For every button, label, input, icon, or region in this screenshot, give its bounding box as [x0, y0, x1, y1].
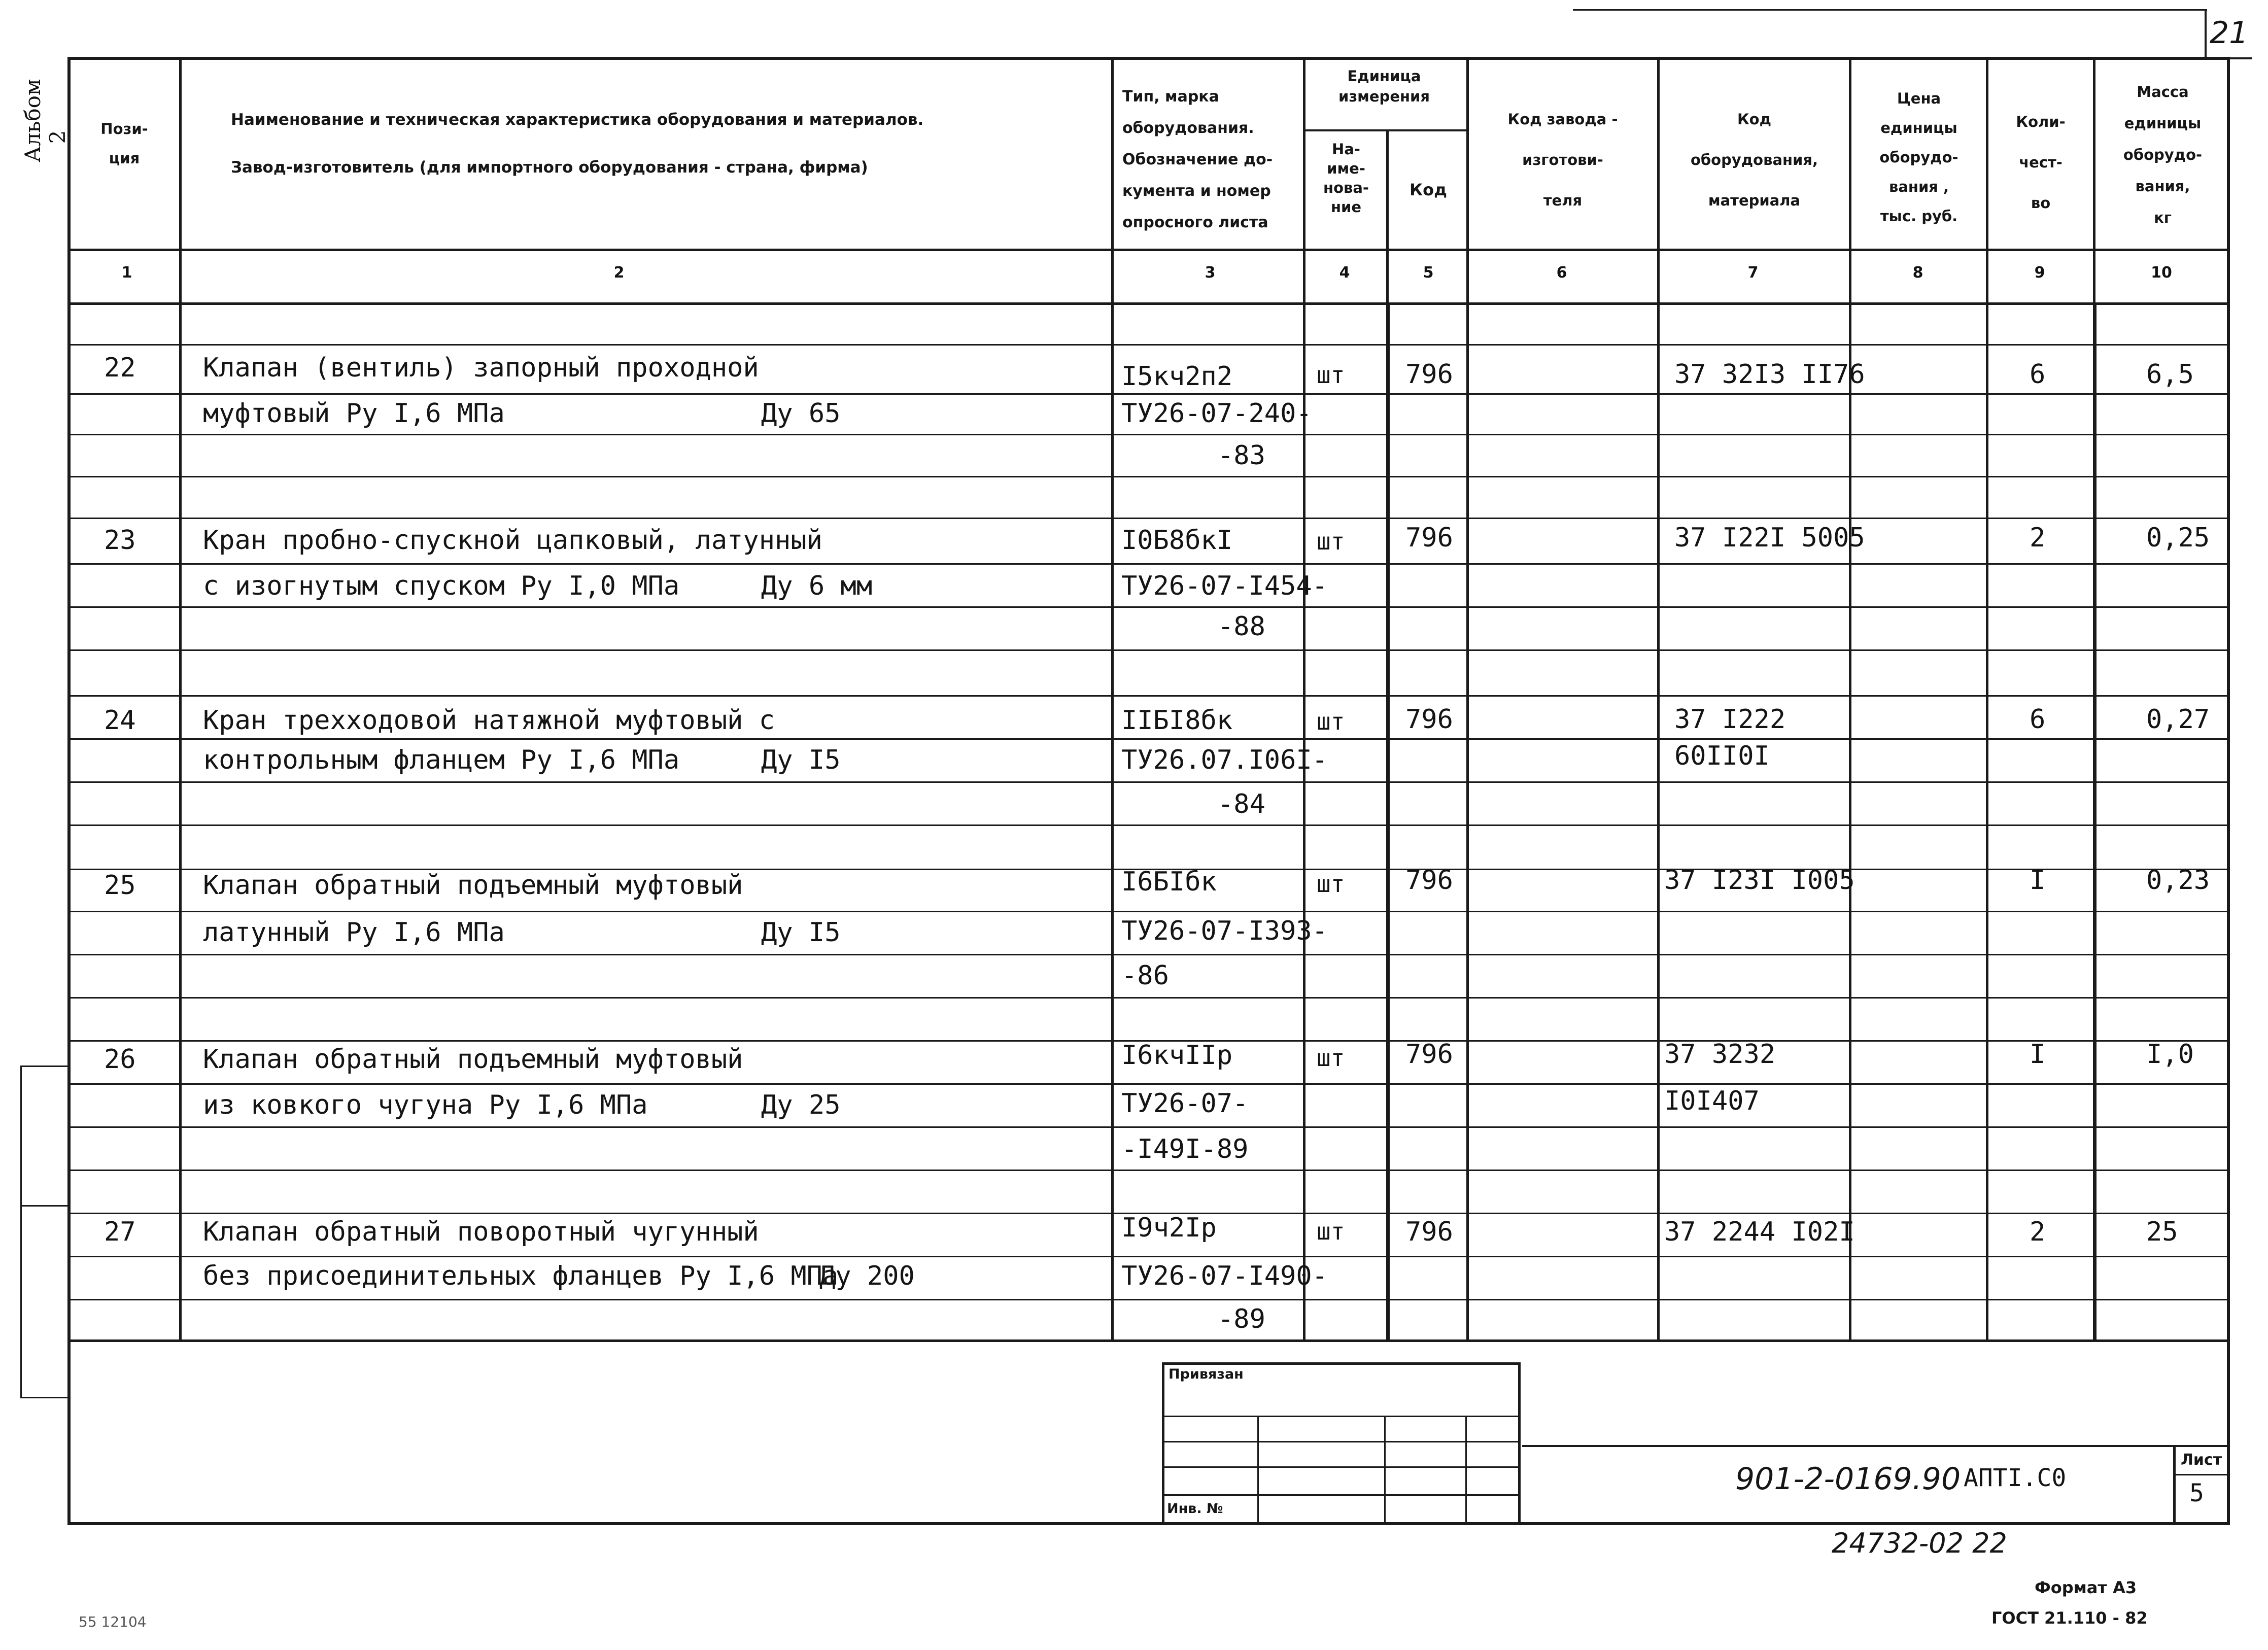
colnum-3: 3: [1205, 264, 1216, 282]
item-type-1: I9ч2Iр: [1121, 1213, 1217, 1243]
item-qty: 6: [2030, 704, 2046, 735]
item-name-line1: Клапан обратный подъемный муфтовый: [203, 870, 743, 901]
item-unit: шт: [1317, 361, 1345, 389]
item-position: 22: [104, 353, 136, 383]
item-name-line2: латунный Ру I,6 МПа: [203, 917, 505, 948]
item-name-line2: с изогнутым спуском Ру I,0 МПа: [203, 571, 680, 601]
item-equip-1: 37 I23I I005: [1664, 865, 1855, 896]
item-position: 25: [104, 870, 136, 901]
binding-strip: [20, 1065, 69, 1398]
item-qty: I: [2030, 865, 2046, 896]
item-mass: 0,27: [2146, 704, 2210, 735]
item-type-2: ТУ26-07-I490-: [1121, 1261, 1328, 1291]
item-dn: Ду 65: [761, 398, 841, 429]
header-unit-group: Единица измерения: [1338, 67, 1430, 105]
item-type-2: ТУ26-07-: [1121, 1088, 1249, 1119]
item-code: 796: [1405, 865, 1453, 896]
colnum-9: 9: [2034, 264, 2045, 282]
item-type-3: -89: [1218, 1304, 1265, 1334]
top-rule: [1573, 9, 2207, 11]
header-quantity: Коли- чест- во: [2016, 113, 2066, 212]
item-name-line2: контрольным фланцем Ру I,6 МПа: [203, 745, 680, 775]
item-position: 27: [104, 1217, 136, 1247]
header-type: Тип, марка оборудования. Обозначение до- кумента и номер опросного листа: [1122, 88, 1273, 231]
item-name-line1: Кран пробно-спускной цапковый, латунный: [203, 525, 822, 556]
item-dn: Ду I5: [761, 917, 841, 948]
header-name-line1: Наименование и техническая характеристика оборудования и материалов.: [231, 111, 924, 129]
item-type-2: ТУ26.07.I06I-: [1121, 745, 1328, 775]
item-unit: шт: [1317, 528, 1345, 555]
item-type-3: -I49I-89: [1121, 1134, 1249, 1164]
colnum-2: 2: [613, 264, 625, 282]
colnum-8: 8: [1912, 264, 1923, 282]
item-position: 26: [104, 1044, 136, 1075]
item-name-line2: из ковкого чугуна Ру I,6 МПа: [203, 1090, 648, 1120]
item-code: 796: [1405, 704, 1453, 735]
item-dn: Ду 200: [819, 1261, 915, 1291]
doc-code: 901-2-0169.90: [1735, 1461, 1961, 1497]
item-type-2: ТУ26-07-240-: [1121, 398, 1312, 429]
item-dn: Ду 25: [761, 1090, 841, 1120]
item-equip-1: 37 32I3 II76: [1674, 359, 1865, 390]
item-type-2: ТУ26-07-I393-: [1121, 916, 1328, 946]
colnum-1: 1: [121, 264, 132, 282]
item-type-3: -86: [1121, 960, 1169, 991]
item-name-line2: без присоединительных фланцев Ру I,6 МПа: [203, 1261, 839, 1291]
item-mass: 6,5: [2146, 359, 2194, 390]
item-qty: 6: [2030, 359, 2046, 390]
item-mass: I,0: [2146, 1039, 2194, 1070]
gost-label: ГОСТ 21.110 - 82: [1991, 1608, 2148, 1628]
item-equip-2: I0I407: [1664, 1086, 1760, 1116]
item-type-3: -83: [1218, 440, 1265, 471]
project-number: 24732-02 22: [1832, 1527, 2007, 1559]
header-price: Цена единицы оборудо- вания , тыс. руб.: [1879, 90, 1958, 225]
item-code: 796: [1405, 359, 1453, 390]
format-label: Формат А3: [2035, 1578, 2137, 1597]
item-name-line1: Клапан (вентиль) запорный проходной: [203, 353, 759, 383]
item-name-line1: Клапан обратный поворотный чугунный: [203, 1217, 759, 1247]
item-type-1: I6БIбк: [1121, 867, 1217, 897]
colnum-10: 10: [2151, 264, 2172, 282]
doc-suffix: АПТI.С0: [1964, 1464, 2067, 1492]
colnum-4: 4: [1339, 264, 1350, 282]
item-type-3: -84: [1218, 789, 1265, 819]
item-equip-1: 37 I22I 5005: [1674, 523, 1865, 553]
item-qty: I: [2030, 1039, 2046, 1070]
stamp-privyazan: Привязан: [1169, 1366, 1244, 1382]
item-name-line2: муфтовый Ру I,6 МПа: [203, 398, 505, 429]
item-unit: шт: [1317, 1044, 1345, 1072]
sheet-number: 5: [2189, 1479, 2204, 1507]
item-code: 796: [1405, 523, 1453, 553]
item-name-line1: Кран трехходовой натяжной муфтовый с: [203, 705, 775, 736]
header-name-line2: Завод-изготовитель (для импортного оборудования - страна, фирма): [231, 158, 868, 177]
item-type-1: I6кчIIр: [1121, 1040, 1233, 1071]
colnum-5: 5: [1423, 264, 1434, 282]
item-unit: шт: [1317, 870, 1345, 898]
item-position: 23: [104, 525, 136, 556]
header-equipment-code: Код оборудования, материала: [1690, 111, 1818, 209]
item-code: 796: [1405, 1217, 1453, 1247]
item-dn: Ду 6 мм: [761, 571, 873, 601]
item-dn: Ду I5: [761, 745, 841, 775]
stamp-inv-no: Инв. №: [1167, 1501, 1223, 1517]
colnum-7: 7: [1747, 264, 1759, 282]
item-unit: шт: [1317, 1218, 1345, 1245]
album-label: Альбом 2: [20, 79, 70, 162]
header-unit-code: Код: [1410, 180, 1447, 199]
item-mass: 0,23: [2146, 865, 2210, 896]
item-qty: 2: [2030, 1217, 2046, 1247]
item-type-3: -88: [1218, 611, 1265, 642]
item-type-1: I5кч2п2: [1121, 361, 1233, 392]
header-factory-code: Код завода - изготови- теля: [1507, 111, 1618, 209]
item-equip-1: 37 3232: [1664, 1039, 1776, 1070]
colnum-6: 6: [1556, 264, 1567, 282]
item-mass: 25: [2146, 1217, 2178, 1247]
item-equip-2: 60II0I: [1674, 741, 1770, 771]
item-type-1: IIБI8бк: [1121, 705, 1233, 736]
item-mass: 0,25: [2146, 523, 2210, 553]
item-position: 24: [104, 705, 136, 736]
item-name-line1: Клапан обратный подъемный муфтовый: [203, 1044, 743, 1075]
sheet-label: Лист: [2181, 1451, 2222, 1469]
header-unit-name: На- име- нова- ние: [1323, 141, 1369, 216]
bottom-left-note: 55 12104: [79, 1613, 147, 1630]
item-code: 796: [1405, 1039, 1453, 1070]
sheet-corner-number: 21: [2210, 15, 2249, 51]
header-mass: Масса единицы оборудо- вания, кг: [2123, 83, 2203, 226]
item-equip-1: 37 2244 I02I: [1664, 1217, 1855, 1247]
item-equip-1: 37 I222: [1674, 704, 1786, 735]
item-type-1: I0Б8бкI: [1121, 525, 1233, 556]
item-qty: 2: [2030, 523, 2046, 553]
item-unit: шт: [1317, 708, 1345, 735]
header-position: Пози- ция: [100, 120, 148, 167]
item-type-2: ТУ26-07-I454-: [1121, 571, 1328, 601]
